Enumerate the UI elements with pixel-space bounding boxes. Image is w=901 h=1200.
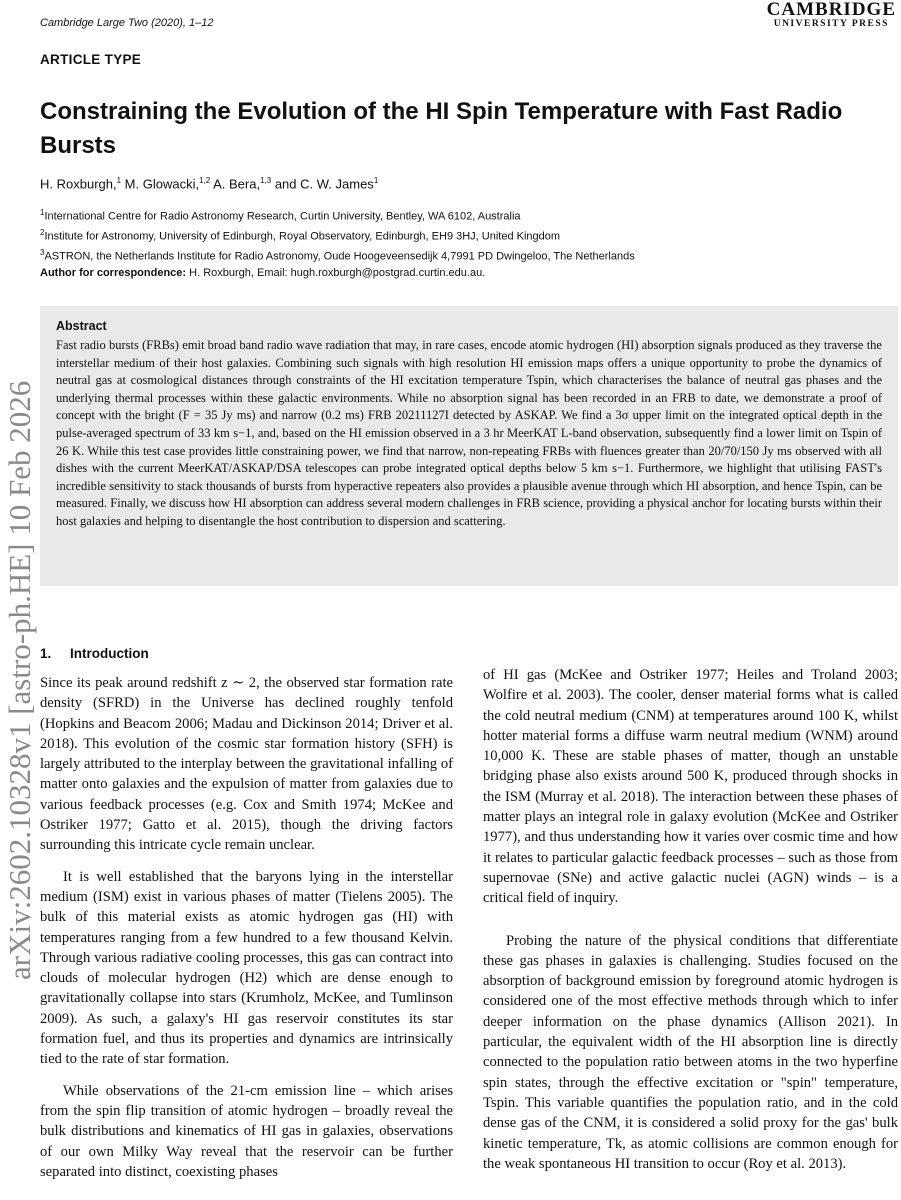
publisher-subname: UNIVERSITY PRESS <box>773 19 889 29</box>
abstract-text: Fast radio bursts (FRBs) emit broad band radio wave radiation that may, in rare cases, encode atomic hydrogen (HI) absorption signals produced as they traverse the interstellar medium of their host galaxies. Combining such signals with high resolution HI emission maps offers a unique opportunity to probe the dynamics of neutral gas at cosmological distances through constraints of the HI excitation temperature Tspin, which characterises the balance of neutral gas phases and the underlying thermal processes within these galactic environments. While no absorption signal has been recorded in an FRB to date, we demonstrate a proof of concept with the bright (F = 35 Jy ms) and narrow (0.2 ms) FRB 20211127I detected by ASKAP. We find a 3σ upper limit on the integrated optical depth in the pulse-averaged spectrum of 33 km s−1, and, based on the HI emission observed in a 3 hr MeerKAT L-band observation, subsequently find a lower limit on Tspin of 26 K. While this test case provides little constraining power, we find that narrow, non-repeating FRBs with fluences greater than 20/70/150 Jy ms observed with all dishes with the current MeerKAT/ASKAP/DSA telescopes can probe integrated optical depths below 5 km s−1. Furthermore, we highlight that utilising FAST's incredible sensitivity to stack thousands of bursts from hyperactive repeaters also provides a plausible avenue through which HI absorption, and hence Tspin, can be measured. Finally, we discuss how HI absorption can address several modern challenges in FRB science, providing a physical anchor for locating bursts within their host galaxies and helping to disentangle the host contribution to dispersion and scattering. <box>56 338 882 528</box>
paragraph: It is well established that the baryons lying in the interstellar medium (ISM) exist in various phases of matter (Tielens 2005). The bulk of this material exists as atomic hydrogen gas (HI) with temperatures ranging from a few hundred to a few thousand Kelvin. Through various radiative cooling processes, this gas can contract into clouds of molecular hydrogen (H2) which are dense enough to gravitationally collapse into stars (Krumholz, McKee, and Tumlinson 2009). As such, a galaxy's HI gas reservoir constitutes its star formation fuel, and thus its properties and dynamics are intrinsically tied to the rate of star formation. <box>40 868 453 1068</box>
author-affil-mark: 1 <box>373 176 379 185</box>
left-column <box>40 673 453 1182</box>
publisher-logo <box>767 0 896 29</box>
abstract-heading: Abstract <box>56 319 107 333</box>
affiliation-mark: 1 <box>40 208 45 217</box>
correspondence-label: Author for correspondence: <box>40 267 187 280</box>
author-affil-mark: 1,2 <box>199 176 211 185</box>
affiliation-text: International Centre for Radio Astronomy Research, Curtin University, Bentley, WA 6102, Australia <box>44 210 521 223</box>
affiliation-text: Institute for Astronomy, University of Edinburgh, Royal Observatory, Edinburgh, EH9 3HJ, United Kingdom <box>44 230 561 243</box>
author: M. Glowacki, <box>124 176 200 192</box>
arxiv-identifier[interactable]: arXiv:2602.10328v1 [astro-ph.HE] 10 Feb 2026 <box>2 380 37 980</box>
abstract-box <box>40 306 898 586</box>
paragraph: Since its peak around redshift z ∼ 2, the observed star formation rate density (SFRD) in the Universe has declined roughly tenfold (Hopkins and Beacom 2006; Madau and Dickinson 2014; Driver et al. 2018). This evolution of the cosmic star formation history (SFH) is largely attributed to the interplay between the gravitational infalling of matter onto galaxies and the expulsion of matter from galaxies due to various feedback processes (e.g. Cox and Smith 1974; McKee and Ostriker 1977; Gatto et al. 2015), though the driving factors surrounding this intricate cycle remain unclear. <box>40 675 453 854</box>
author: H. Roxburgh, <box>40 176 117 192</box>
author-list <box>40 176 378 191</box>
affiliation-mark: 2 <box>40 228 45 238</box>
section-number: 1. <box>40 646 52 661</box>
paragraph: of HI gas (McKee and Ostriker 1977; Heiles and Troland 2003; Wolfire et al. 2003). The cooler, denser material forms what is called the cold neutral medium (CNM) at temperatures around 100 K, whilst hotter material forms a diffuse warm neutral medium (WNM) around 10,000 K. These are stable phases of matter, though an unstable bridging phase also exists around 500 K, produced through shocks in the ISM (Murray et al. 2018). The interaction between these phases of matter plays an integral role in galaxy evolution (McKee and Ostriker 1977), and thus understanding how it varies over cosmic time and how it relates to particular galactic feedback processes – such as those from supernovae (SNe) and active galactic nuclei (AGN) winds – is a critical field of inquiry. <box>483 667 898 907</box>
affiliation <box>40 205 635 225</box>
affiliation <box>40 245 635 265</box>
paper-title: Constraining the Evolution of the HI Spin Temperature with Fast Radio Bursts <box>40 98 843 159</box>
article-type: ARTICLE TYPE <box>40 52 142 67</box>
section-title: Introduction <box>70 646 149 661</box>
author: and C. W. James <box>274 176 374 192</box>
correspondence <box>40 265 635 282</box>
affiliation <box>40 225 635 245</box>
author-affil-mark: 1,3 <box>260 176 272 185</box>
affiliations <box>40 205 635 282</box>
affiliation-text: ASTRON, the Netherlands Institute for Radio Astronomy, Oude Hoogeveensedijk 4,7991 PD Dwingeloo, The Netherlands <box>44 250 635 263</box>
affiliation-mark: 3 <box>40 248 45 258</box>
publisher-name: CAMBRIDGE <box>766 0 896 20</box>
section-heading <box>40 646 149 661</box>
paragraph: While observations of the 21-cm emission line – which arises from the spin flip transition of atomic hydrogen – broadly reveal the bulk distributions and kinematics of HI gas in galaxies, observations of our own Milky Way reveal that the reservoir can be further separated into distinct, coexisting phases <box>40 1082 453 1180</box>
author-affil-mark: 1 <box>116 176 122 185</box>
right-column <box>483 665 898 1174</box>
correspondence-email[interactable]: H. Roxburgh, Email: hugh.roxburgh@postgrad.curtin.edu.au. <box>189 267 486 280</box>
journal-citation: Cambridge Large Two (2020), 1–12 <box>40 17 214 29</box>
paragraph: Probing the nature of the physical conditions that differentiate these gas phases in galaxies is challenging. Studies focused on the absorption of background emission by foreground atomic hydrogen is considered one of the most effective methods through which to infer deeper information on the phase dynamics (Allison 2021). In particular, the equivalent width of the HI absorption line is directly connected to the population ratio between atoms in the two hyperfine spin states, through the effective excitation or "spin" temperature, Tspin. This variable quantifies the population ratio, and in the cold dense gas of the CNM, it is considered a solid proxy for the gas' bulk kinetic temperature, Tk, as atomic collisions are common enough for the weak spontaneous HI transition to occur (Roy et al. 2013). <box>483 932 898 1172</box>
author: A. Bera, <box>213 176 261 192</box>
